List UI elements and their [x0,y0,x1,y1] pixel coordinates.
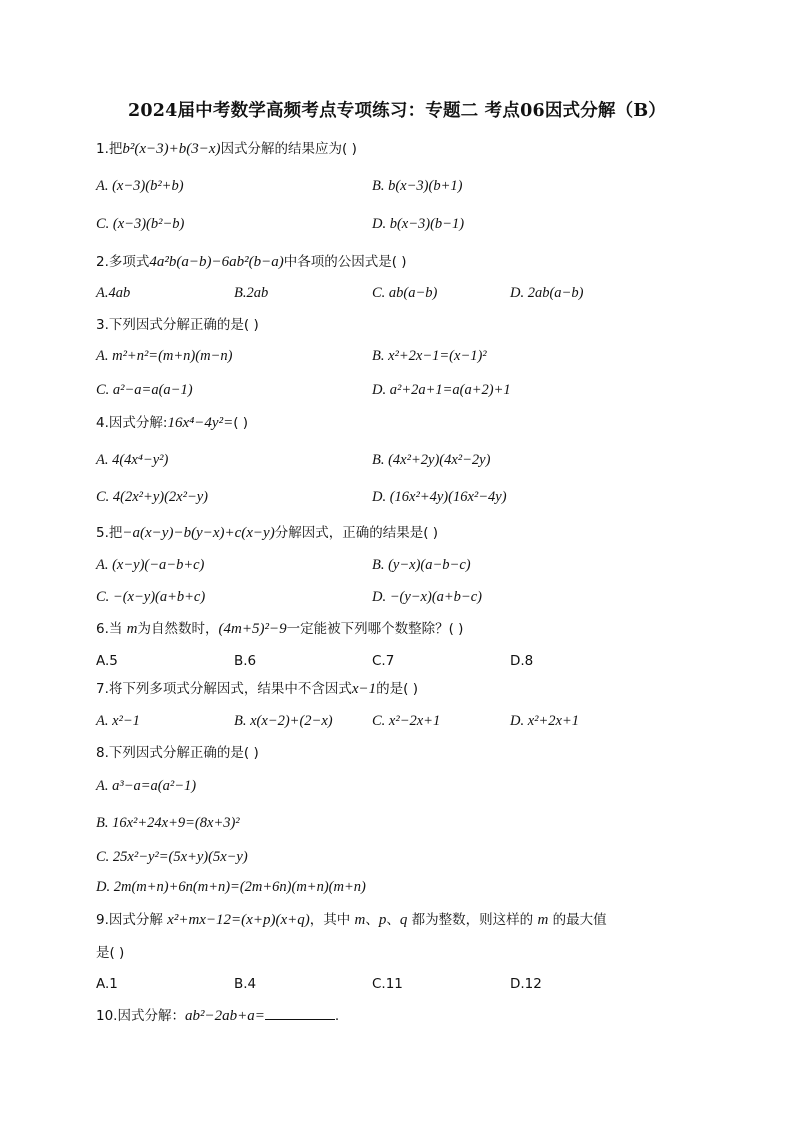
q4-option-a: A. 4(4x⁴−y²) [96,452,169,468]
question-3-stem [96,315,259,335]
q1-expression: b²(x−3)+b(3−x) [122,141,221,157]
q2-text-1: 2.多项式 [96,254,150,270]
question-8-stem [96,743,259,763]
q2-expression: 4a²b(a−b)−6ab²(b−a) [149,254,284,270]
q9-sep-2: 、 [386,912,400,928]
q4-text-1: 4.因式分解: [96,415,168,431]
question-6-stem [96,619,463,639]
question-9-stem-line2: 是( ) [96,945,125,961]
question-5-stem [96,523,438,543]
q8-text: 8.下列因式分解正确的是( ) [96,745,259,761]
q9-var-p: p [378,912,387,928]
q6-option-d: D.8 [510,653,534,669]
q4-expression: 16x⁴−4y²= [167,415,234,431]
q2-option-b: B.2ab [234,285,269,301]
q1-option-d: D. b(x−3)(b−1) [372,216,465,232]
q3-option-a: A. m²+n²=(m+n)(m−n) [96,348,233,364]
q5-option-d: D. −(y−x)(a+b−c) [372,589,482,605]
answer-blank[interactable] [265,1005,335,1020]
q5-option-c: C. −(x−y)(a+b+c) [96,589,206,605]
q9-text-2: ，其中 [309,912,355,928]
q6-expression: (4m+5)²−9 [218,621,287,637]
question-4-stem [96,413,248,433]
page-title: 2024届中考数学高频考点专项练习：专题二 考点06因式分解（B） [127,101,667,121]
q3-option-c: C. a²−a=a(a−1) [96,382,193,398]
q5-option-a: A. (x−y)(−a−b+c) [96,557,205,573]
q2-text-2: 中各项的公因式是( ) [283,254,407,270]
q6-text-1: 6.当 [96,621,127,637]
q6-option-b: B.6 [234,653,257,669]
q8-option-c: C. 25x²−y²=(5x+y)(5x−y) [96,849,248,865]
q7-option-c: C. x²−2x+1 [372,713,441,729]
q6-text-3: 一定能被下列哪个数整除？( ) [286,621,464,637]
q1-option-b: B. b(x−3)(b+1) [372,178,463,194]
q9-option-d: D.12 [510,976,542,992]
q9-sep-1: 、 [365,912,379,928]
q1-text-1: 1.把 [96,141,123,157]
q4-option-d: D. (16x²+4y)(16x²−4y) [372,489,507,505]
q10-expression: ab²−2ab+a= [184,1008,265,1024]
q9-var-q: q [399,912,408,928]
question-1-stem [96,139,357,159]
q10-text: 10.因式分解： [96,1008,185,1024]
q1-option-c: C. (x−3)(b²−b) [96,216,185,232]
question-2-stem [96,252,407,272]
q9-option-c: C.11 [372,976,403,992]
q1-text-2: 因式分解的结果应为( ) [220,141,357,157]
q7-option-a: A. x²−1 [96,713,140,729]
q3-text: 3.下列因式分解正确的是( ) [96,317,259,333]
question-7-stem [96,679,418,699]
q4-option-b: B. (4x²+2y)(4x²−2y) [372,452,491,468]
q9-text-3: 都为整数，则这样的 [407,912,538,928]
q9-option-a: A.1 [96,976,118,992]
q3-option-b: B. x²+2x−1=(x−1)² [372,348,487,364]
q10-period: . [334,1008,340,1024]
q7-expression: x−1 [351,681,377,697]
q7-option-d: D. x²+2x+1 [510,713,580,729]
q6-option-c: C.7 [372,653,395,669]
q9-text-4: 的最大值 [548,912,607,928]
q8-option-a: A. a³−a=a(a²−1) [96,778,197,794]
q6-text-2: 为自然数时， [137,621,219,637]
q8-option-b: B. 16x²+24x+9=(8x+3)² [96,815,240,831]
q7-option-b: B. x(x−2)+(2−x) [234,713,333,729]
q5-expression: −a(x−y)−b(y−x)+c(x−y) [122,525,275,541]
q6-var-m: m [126,621,138,637]
q6-option-a: A.5 [96,653,118,669]
q9-var-m: m [354,912,366,928]
q2-option-c: C. ab(a−b) [372,285,438,301]
q7-text-2: 的是( ) [376,681,418,697]
q7-text-1: 7.将下列多项式分解因式，结果中不含因式 [96,681,352,697]
q5-text-1: 5.把 [96,525,123,541]
q2-option-a: A.4ab [96,285,131,301]
q4-text-2: ( ) [233,415,249,431]
q5-text-2: 分解因式，正确的结果是( ) [274,525,439,541]
q9-text-1: 9.因式分解 [96,912,168,928]
q8-option-d: D. 2m(m+n)+6n(m+n)=(2m+6n)(m+n)(m+n) [96,879,366,895]
q9-var-m-2: m [537,912,549,928]
q9-expression: x²+mx−12=(x+p)(x+q) [167,912,310,928]
q5-option-b: B. (y−x)(a−b−c) [372,557,471,573]
question-10-stem [96,1005,339,1026]
question-9-stem [96,910,607,930]
q2-option-d: D. 2ab(a−b) [510,285,584,301]
q3-option-d: D. a²+2a+1=a(a+2)+1 [372,382,511,398]
q1-option-a: A. (x−3)(b²+b) [96,178,184,194]
q4-option-c: C. 4(2x²+y)(2x²−y) [96,489,208,505]
q9-option-b: B.4 [234,976,257,992]
